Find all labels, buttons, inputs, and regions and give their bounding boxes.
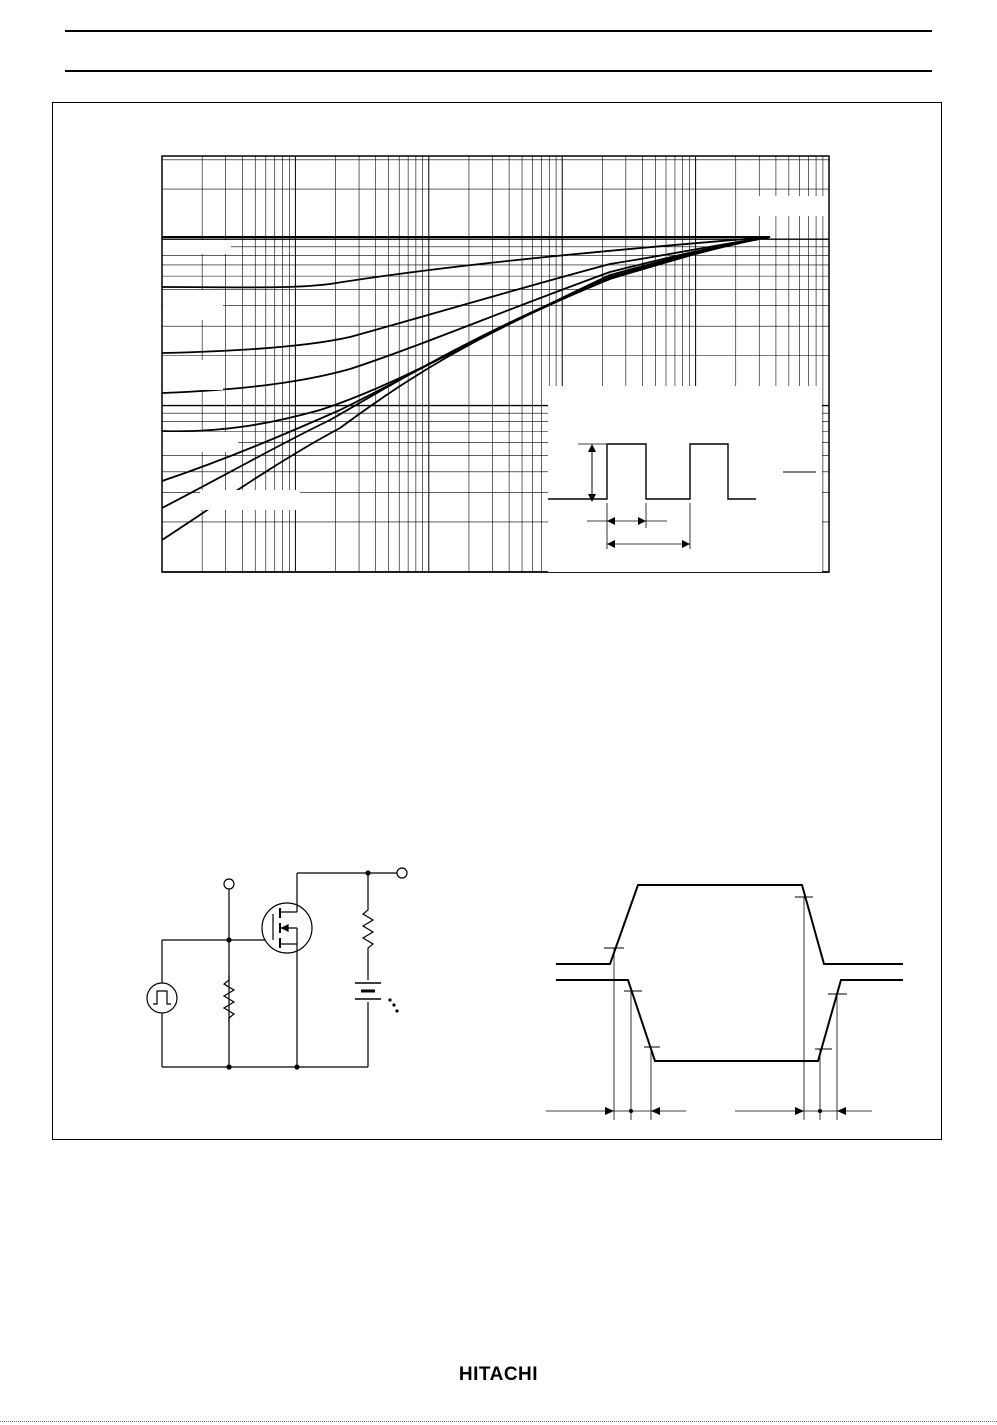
dot xyxy=(396,1010,398,1012)
normalized-transient-thermal-impedance-chart xyxy=(162,156,829,572)
switching-test-circuit xyxy=(147,868,407,1069)
dot xyxy=(393,1004,395,1006)
arrowhead xyxy=(651,1107,660,1115)
output-waveform xyxy=(556,980,903,1061)
junction-dot xyxy=(295,1065,299,1069)
chart-series-line xyxy=(162,237,770,353)
dot xyxy=(389,999,391,1001)
junction-dot xyxy=(227,938,231,942)
output-terminal xyxy=(397,868,407,878)
timing-dot xyxy=(818,1109,822,1113)
pulse-inset xyxy=(548,386,822,572)
switching-time-waveform xyxy=(546,885,903,1120)
brand-logo-text: HITACHI xyxy=(458,1364,539,1385)
load-resistor xyxy=(363,906,373,955)
junction-dot xyxy=(366,871,370,875)
gate-terminal xyxy=(224,879,234,889)
arrowhead xyxy=(795,1107,804,1115)
chart-label-blank xyxy=(163,290,223,320)
arrowhead xyxy=(605,1107,614,1115)
page-bottom-border xyxy=(0,1421,997,1422)
chart-series-line xyxy=(162,237,770,287)
timing-dot xyxy=(629,1109,633,1113)
chart-series-line xyxy=(162,237,770,393)
chart-label-blank xyxy=(163,360,223,390)
chart-label-blank xyxy=(163,240,231,254)
pulse-generator xyxy=(147,983,177,1013)
chart-label-blank xyxy=(163,432,238,452)
input-waveform xyxy=(556,885,903,964)
junction-dot xyxy=(227,1065,231,1069)
chart-label-blank xyxy=(200,490,300,510)
chart-label-blank xyxy=(740,196,828,216)
arrowhead xyxy=(837,1107,846,1115)
